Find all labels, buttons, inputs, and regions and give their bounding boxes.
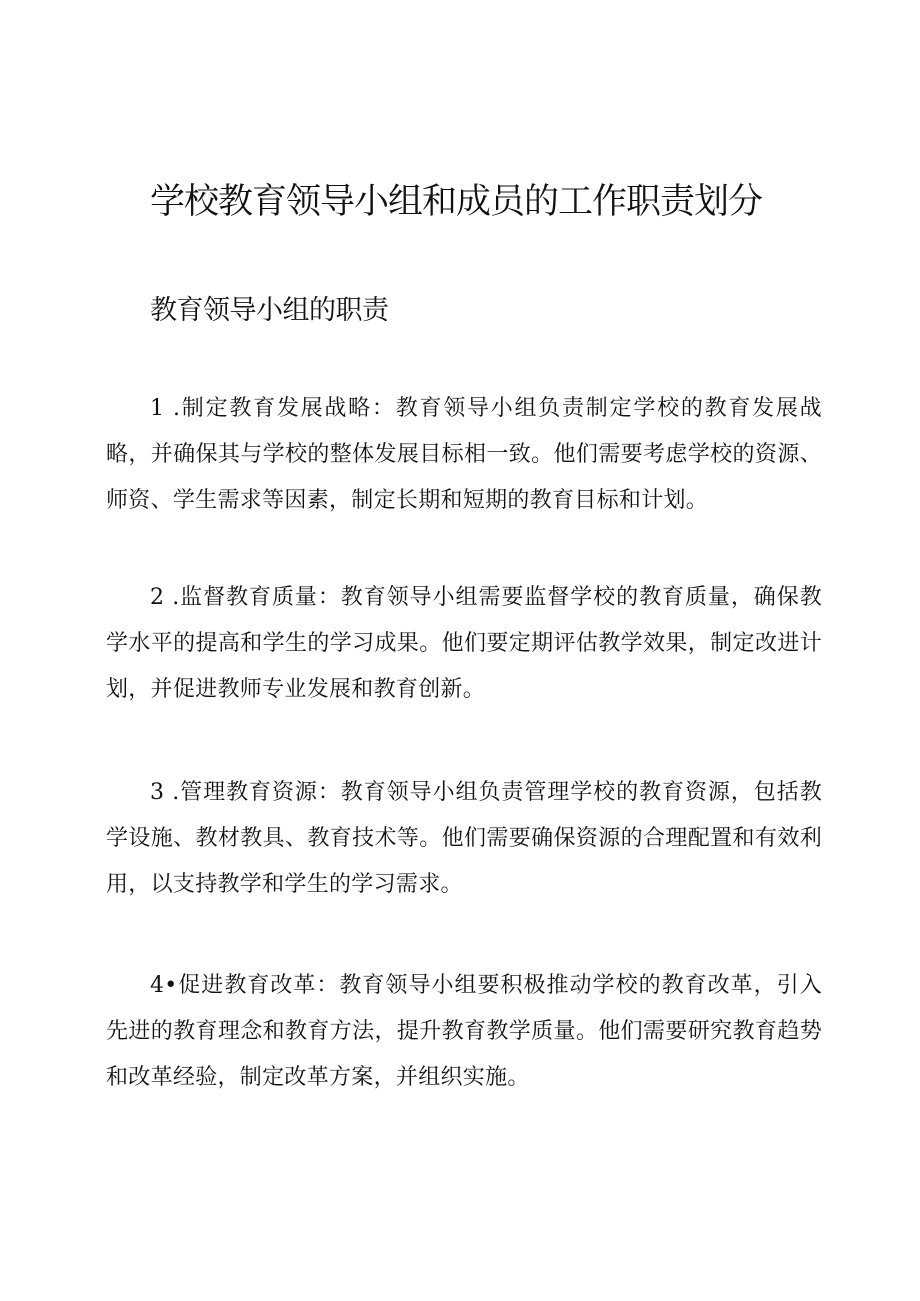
paragraph-4: 4•促进教育改革：教育领导小组要积极推动学校的教育改革，引入先进的教育理念和教育方法，提升教育教学质量。他们需要研究教育趋势和改革经验，制定改革方案，并组织实施。 xyxy=(106,973,822,1090)
paragraph-3: 3 .管理教育资源：教育领导小组负责管理学校的教育资源，包括教学设施、教材教具、教育技术等。他们需要确保资源的合理配置和有效利用，以支持教学和学生的学习需求。 xyxy=(106,780,822,897)
section-heading: 教育领导小组的职责 xyxy=(150,295,389,326)
document-title: 学校教育领导小组和成员的工作职责划分 xyxy=(150,182,763,222)
paragraph-2: 2 .监督教育质量：教育领导小组需要监督学校的教育质量，确保教学水平的提高和学生的学习成果。他们要定期评估教学效果，制定改进计划，并促进教师专业发展和教育创新。 xyxy=(106,585,822,702)
paragraph-1: 1 .制定教育发展战略：教育领导小组负责制定学校的教育发展战略，并确保其与学校的整体发展目标相一致。他们需要考虑学校的资源、师资、学生需求等因素，制定长期和短期的教育目标和计划。 xyxy=(106,396,822,513)
